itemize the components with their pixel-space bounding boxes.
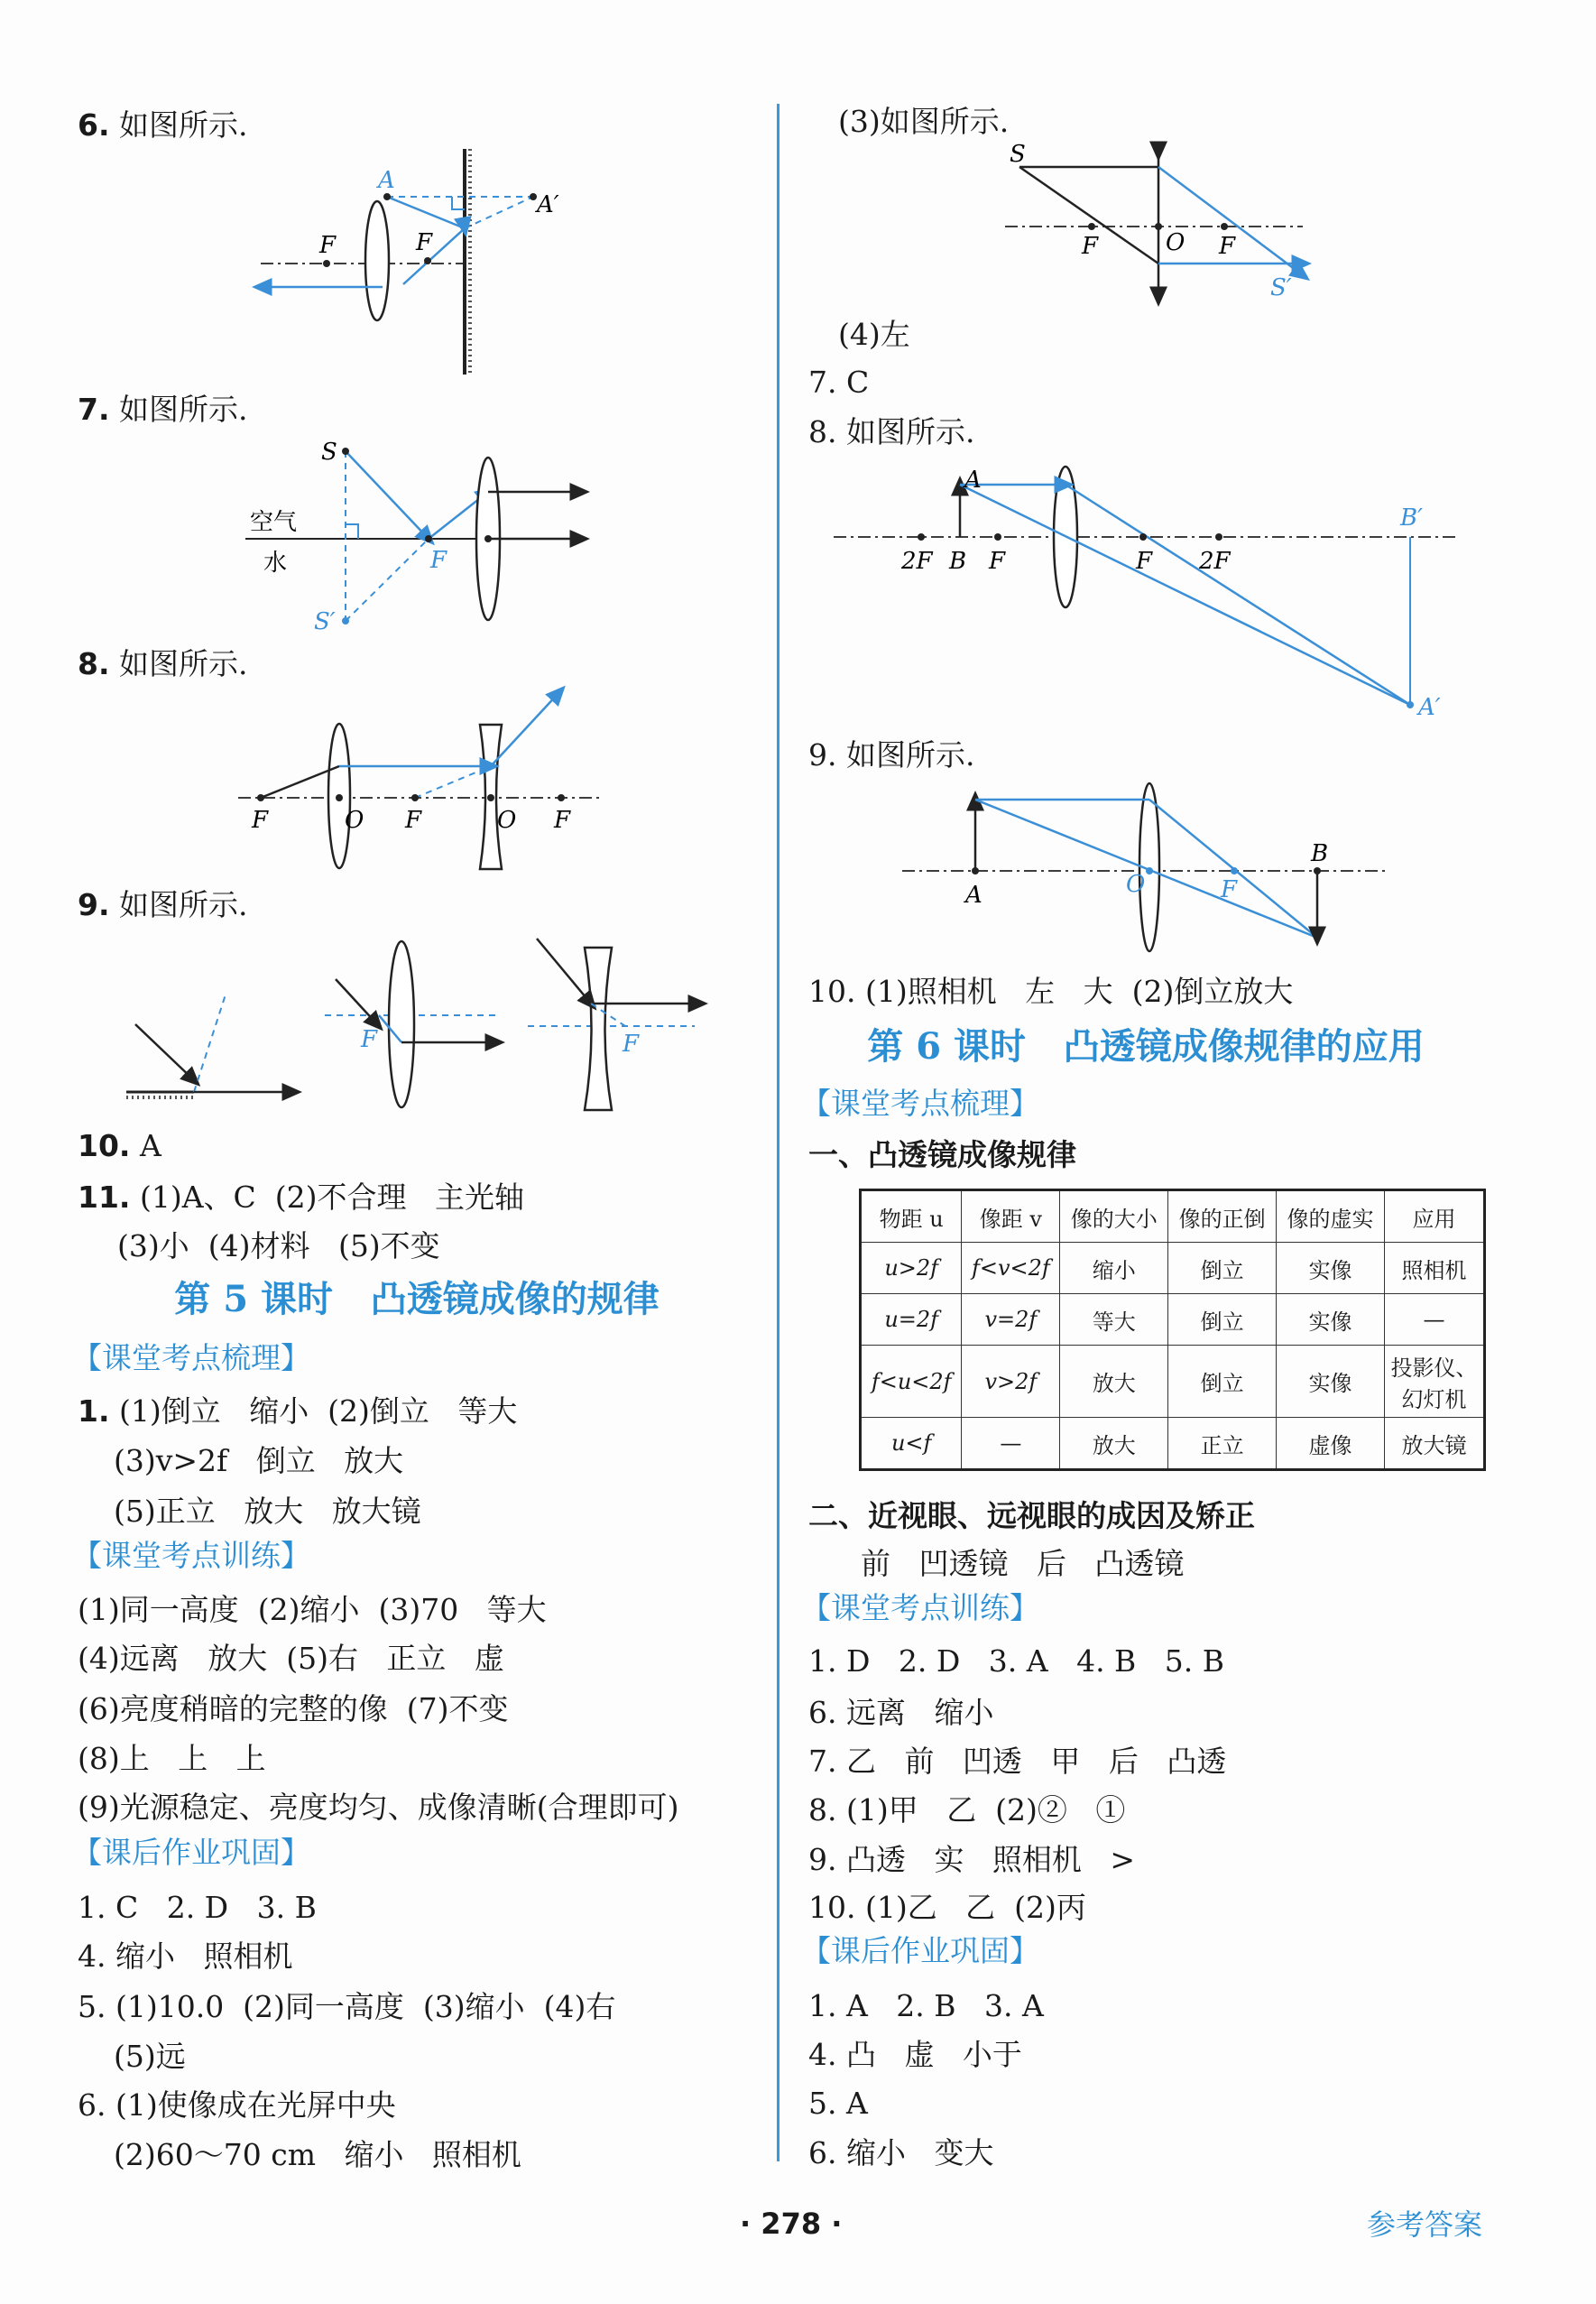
table-cell: 正立 xyxy=(1168,1418,1277,1470)
table-cell: u>2f xyxy=(861,1243,962,1294)
answer-line: (1)同一高度 (2)缩小 (3)70 等大 xyxy=(78,1592,547,1627)
q9-label: 9. 如图所示. xyxy=(78,887,248,922)
table-cell: u<f xyxy=(861,1418,962,1470)
figure-r3-lens xyxy=(1005,141,1312,302)
table-header: 像的正倒 xyxy=(1168,1190,1277,1243)
svg-text:F: F xyxy=(430,547,447,574)
lesson6-title: 第 6 课时 凸透镜成像规律的应用 xyxy=(867,1025,1425,1068)
q7-answer: 7. C xyxy=(808,365,870,400)
answer-line: (5)远 xyxy=(114,2039,186,2074)
table-cell: v=2f xyxy=(962,1294,1060,1346)
answer-line: 1. (1)倒立 缩小 (2)倒立 等大 xyxy=(78,1393,518,1429)
column-divider xyxy=(777,104,780,2161)
lesson5-title: 第 5 课时 凸透镜成像的规律 xyxy=(174,1278,660,1320)
answer-line: 10. (1)乙 乙 (2)丙 xyxy=(808,1890,1086,1925)
svg-text:A′: A′ xyxy=(537,191,559,218)
svg-text:O: O xyxy=(1166,229,1185,256)
table-row xyxy=(861,1243,1485,1294)
svg-text:A′: A′ xyxy=(1418,694,1441,721)
svg-text:2F: 2F xyxy=(1199,548,1231,575)
section-heading: 【课堂考点梳理】 xyxy=(801,1086,1039,1121)
table-cell: 实像 xyxy=(1277,1294,1385,1346)
section-heading: 【课堂考点训练】 xyxy=(801,1590,1039,1625)
svg-text:F: F xyxy=(1082,233,1099,260)
footer-section-label: 参考答案 xyxy=(1367,2207,1483,2242)
figure-r9-image-formation xyxy=(893,782,1398,962)
q7-label: 7. 如图所示. xyxy=(78,392,248,427)
answer-line: 7. 乙 前 凹透 甲 后 凸透 xyxy=(808,1744,1227,1779)
svg-text:B: B xyxy=(949,548,967,575)
figure-9-three-diagrams xyxy=(126,939,713,1119)
svg-text:S: S xyxy=(321,439,337,466)
svg-text:O: O xyxy=(1126,871,1146,898)
figure-r8-image-formation xyxy=(834,462,1465,724)
svg-text:F: F xyxy=(416,229,433,256)
svg-text:A: A xyxy=(378,167,395,194)
answer-line: (9)光源稳定、亮度均匀、成像清晰(合理即可) xyxy=(78,1790,679,1825)
section-heading: 【课后作业巩固】 xyxy=(801,1933,1039,1968)
answer-line: 前 凹透镜 后 凸透镜 xyxy=(861,1546,1185,1581)
table-cell: 放大 xyxy=(1060,1418,1168,1470)
table-cell: — xyxy=(1385,1294,1485,1346)
svg-text:F: F xyxy=(405,807,422,834)
svg-text:水: 水 xyxy=(263,550,288,577)
svg-text:2F: 2F xyxy=(901,548,933,575)
q11-answer: 11. (1)A、C (2)不合理 主光轴 xyxy=(78,1180,524,1215)
svg-text:A: A xyxy=(964,467,982,494)
table-cell: 投影仪、幻灯机 xyxy=(1385,1346,1485,1418)
q10-answer: 10. (1)照相机 左 大 (2)倒立放大 xyxy=(808,974,1294,1009)
q8-label: 8. 如图所示. xyxy=(78,646,248,681)
answer-line: 5. (1)10.0 (2)同一高度 (3)缩小 (4)右 xyxy=(78,1989,616,2024)
answer-line: 9. 凸透 实 照相机 > xyxy=(808,1842,1136,1877)
part1-heading: 一、凸透镜成像规律 xyxy=(808,1137,1076,1172)
q6-label: 6. 如图所示. xyxy=(78,107,248,143)
section-heading: 【课后作业巩固】 xyxy=(72,1835,310,1870)
table-cell: 倒立 xyxy=(1168,1294,1277,1346)
svg-text:F: F xyxy=(1221,876,1238,903)
table-header: 像距 v xyxy=(962,1190,1060,1243)
q6-4-answer: (4)左 xyxy=(838,317,910,352)
table-cell: f<u<2f xyxy=(861,1346,962,1418)
table-cell: 放大镜 xyxy=(1385,1418,1485,1470)
table-row xyxy=(861,1346,1485,1418)
answer-line: 1. C 2. D 3. B xyxy=(78,1890,317,1925)
table-cell: 缩小 xyxy=(1060,1243,1168,1294)
svg-text:F: F xyxy=(554,807,571,834)
answer-line: (2)60～70 cm 缩小 照相机 xyxy=(114,2137,521,2172)
page-number: · 278 · xyxy=(740,2207,843,2241)
q6-3-label: (3)如图所示. xyxy=(838,104,1010,139)
answer-line: (4)远离 放大 (5)右 正立 虚 xyxy=(78,1641,504,1676)
svg-text:空气: 空气 xyxy=(250,509,298,536)
answer-line: 8. (1)甲 乙 (2)② ① xyxy=(808,1792,1126,1827)
section-heading: 【课堂考点梳理】 xyxy=(72,1340,310,1375)
table-row xyxy=(861,1294,1485,1346)
q9-label: 9. 如图所示. xyxy=(808,737,975,773)
svg-text:B′: B′ xyxy=(1400,504,1424,532)
svg-text:F: F xyxy=(623,1031,640,1058)
answer-line: 1. A 2. B 3. A xyxy=(808,1988,1044,2023)
table-cell: 倒立 xyxy=(1168,1243,1277,1294)
table-cell: 实像 xyxy=(1277,1346,1385,1418)
figure-8-convex-concave xyxy=(238,692,599,873)
figure-7-reflection-lens xyxy=(245,440,588,634)
table-cell: 等大 xyxy=(1060,1294,1168,1346)
table-cell: 倒立 xyxy=(1168,1346,1277,1418)
part2-heading: 二、近视眼、远视眼的成因及矫正 xyxy=(808,1498,1255,1533)
table-cell: 照相机 xyxy=(1385,1243,1485,1294)
table-header: 应用 xyxy=(1385,1190,1485,1243)
table-header: 物距 u xyxy=(861,1190,962,1243)
svg-text:F: F xyxy=(989,548,1006,575)
svg-text:S′: S′ xyxy=(314,608,336,635)
answer-line: 4. 缩小 照相机 xyxy=(78,1939,293,1974)
table-cell: — xyxy=(962,1418,1060,1470)
table-cell: f<v<2f xyxy=(962,1243,1060,1294)
table-header: 像的大小 xyxy=(1060,1190,1168,1243)
svg-text:O: O xyxy=(497,807,517,834)
answer-line: 6. 远离 缩小 xyxy=(808,1695,994,1730)
svg-text:B: B xyxy=(1311,840,1329,867)
svg-text:S′: S′ xyxy=(1270,274,1292,301)
svg-text:S: S xyxy=(1010,141,1026,168)
figure-6-mirror-lens xyxy=(261,149,567,375)
answer-line: 6. 缩小 变大 xyxy=(808,2135,994,2170)
table-cell: 放大 xyxy=(1060,1346,1168,1418)
svg-text:O: O xyxy=(345,807,364,834)
svg-text:F: F xyxy=(319,232,337,259)
table-header: 像的虚实 xyxy=(1277,1190,1385,1243)
q8-label: 8. 如图所示. xyxy=(808,414,975,449)
imaging-rules-table xyxy=(859,1189,1486,1471)
answer-line: (3)v>2f 倒立 放大 xyxy=(114,1443,404,1478)
answer-line: 1. D 2. D 3. A 4. B 5. B xyxy=(808,1643,1225,1679)
svg-text:A: A xyxy=(965,882,983,909)
table-cell: 虚像 xyxy=(1277,1418,1385,1470)
section-heading: 【课堂考点训练】 xyxy=(72,1538,310,1573)
table-row xyxy=(861,1418,1485,1470)
q11-answer-line2: (3)小 (4)材料 (5)不变 xyxy=(117,1228,440,1263)
answer-line: (6)亮度稍暗的完整的像 (7)不变 xyxy=(78,1691,509,1726)
svg-text:F: F xyxy=(1219,233,1236,260)
svg-text:F: F xyxy=(361,1026,378,1053)
q10-answer: 10. A xyxy=(78,1128,161,1163)
table-cell: 实像 xyxy=(1277,1243,1385,1294)
svg-text:F: F xyxy=(1136,548,1153,575)
table-cell: u=2f xyxy=(861,1294,962,1346)
answer-line: (8)上 上 上 xyxy=(78,1741,266,1776)
answer-line: (5)正立 放大 放大镜 xyxy=(114,1494,421,1529)
svg-text:F: F xyxy=(252,807,269,834)
answer-line: 6. (1)使像成在光屏中央 xyxy=(78,2087,396,2123)
table-header-row xyxy=(861,1190,1485,1243)
answer-line: 5. A xyxy=(808,2086,868,2121)
table-cell: v>2f xyxy=(962,1346,1060,1418)
answer-line: 4. 凸 虚 小于 xyxy=(808,2037,1022,2072)
